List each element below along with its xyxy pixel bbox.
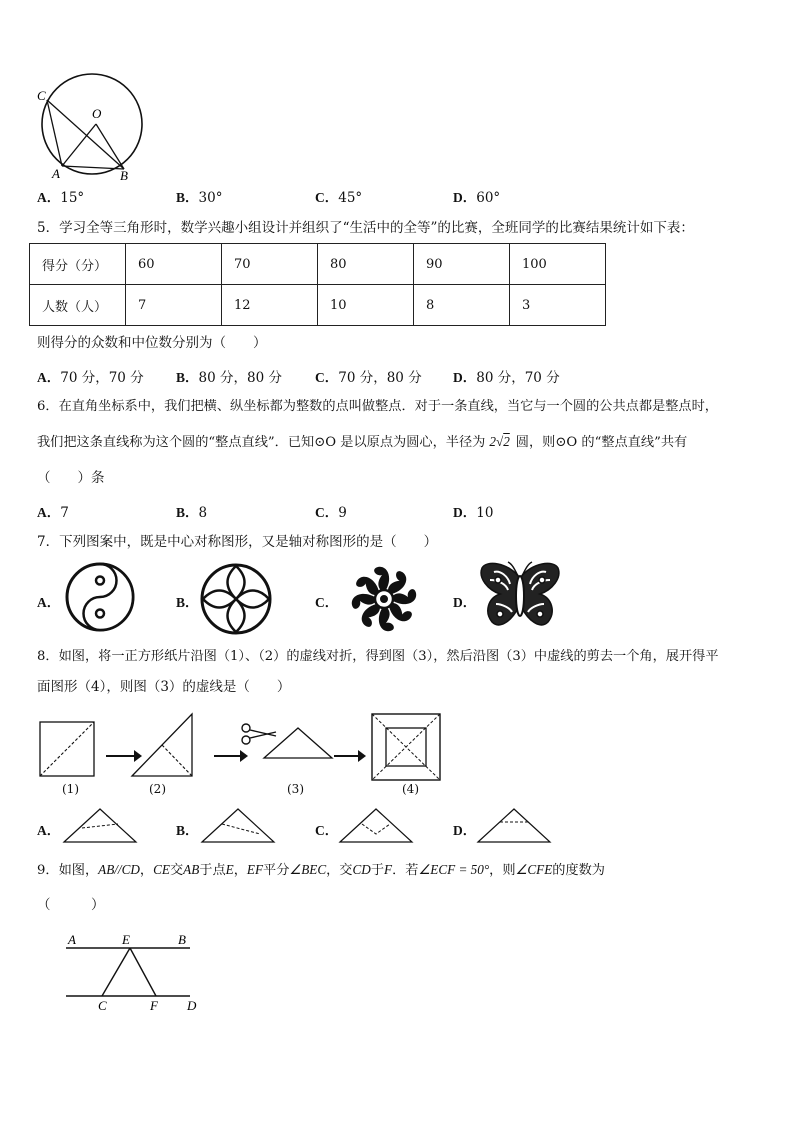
q7-option-c[interactable]: C． — [315, 595, 339, 610]
q9-line2: （ ） — [37, 897, 105, 913]
table-row — [30, 244, 606, 285]
table-cell: 70 — [222, 244, 318, 285]
q9-stem: 9．如图，AB//CD，CE交AB于点E，EF平分∠BEC，交CD于F．若∠ECF = 50°，则∠CFE的度数为 — [37, 862, 605, 878]
q8-caption-2: (2) — [149, 782, 166, 796]
table-cell: 80 — [318, 244, 414, 285]
q6-line1: 6．在直角坐标系中，我们把横、纵坐标都为整数的点叫做整点．对于一条直线，当它与一个圆的公共点都是整点时， — [37, 399, 718, 414]
q9-label-c: C — [98, 998, 107, 1013]
q8-option-d[interactable]: D． — [453, 823, 477, 838]
table-header-count: 人数（人） — [30, 285, 126, 326]
q7-option-b[interactable]: B． — [176, 595, 199, 610]
table-cell: 100 — [510, 244, 606, 285]
q5-option-c[interactable]: C．70 分，80 分 — [315, 370, 422, 386]
q9-label-f: F — [150, 998, 158, 1013]
q7-option-a[interactable]: A． — [37, 595, 61, 610]
q8-option-b-triangle — [200, 806, 276, 846]
q8-line1: 8．如图，将一正方形纸片沿图（1）、（2）的虚线对折，得到图（3），然后沿图（3）中虚线的剪去一个角，展开得平 — [37, 649, 719, 664]
q6-line3: （ ）条 — [37, 470, 105, 486]
q4-label-b: B — [120, 168, 128, 183]
q6-option-d[interactable]: D．10 — [453, 505, 494, 521]
q6-option-c[interactable]: C．9 — [315, 505, 347, 521]
q8-option-a[interactable]: A． — [37, 823, 61, 838]
pinwheel-flower-icon — [343, 560, 425, 638]
q5-stem: 5．学习全等三角形时，数学兴趣小组设计并组织了“生活中的全等”的比赛，全班同学的比赛结果统计如下表： — [37, 220, 694, 236]
q5-question: 则得分的众数和中位数分别为（ ） — [37, 335, 267, 351]
yin-yang-icon — [63, 561, 137, 633]
q8-caption-4: (4) — [402, 782, 419, 796]
table-cell: 12 — [222, 285, 318, 326]
q5-option-a[interactable]: A．70 分，70 分 — [37, 370, 144, 386]
q8-caption-3: (3) — [287, 782, 304, 796]
scissors-icon — [242, 724, 276, 744]
q8-option-c-triangle — [338, 806, 414, 846]
q5-option-d[interactable]: D．80 分，70 分 — [453, 370, 560, 386]
table-cell: 90 — [414, 244, 510, 285]
q4-label-a: A — [52, 166, 60, 181]
q8-caption-1: (1) — [62, 782, 79, 796]
q4-option-c[interactable]: C．45° — [315, 190, 363, 206]
q8-line2: 面图形（4），则图（3）的虚线是（ ） — [37, 679, 291, 695]
q4-option-b[interactable]: B．30° — [176, 190, 223, 206]
q5-score-table — [29, 243, 606, 326]
q8-option-a-triangle — [62, 806, 138, 846]
q8-folding-diagram — [34, 710, 454, 800]
table-row — [30, 285, 606, 326]
q6-option-b[interactable]: B．8 — [176, 505, 208, 521]
q4-option-a[interactable]: A．15° — [37, 190, 85, 206]
four-petal-circle-icon — [199, 562, 273, 636]
q6-radius: 2√2 — [489, 434, 510, 449]
table-cell: 60 — [126, 244, 222, 285]
q6-option-a[interactable]: A．7 — [37, 505, 69, 521]
q7-stem: 7．下列图案中，既是中心对称图形，又是轴对称图形的是（ ） — [37, 534, 438, 550]
q6-line2: 我们把这条直线称为这个圆的“整点直线”．已知⊙O 是以原点为圆心，半径为 2√2 圆，则⊙O 的“整点直线”共有 — [37, 434, 688, 450]
q9-label-a: A — [68, 932, 76, 947]
q8-option-c[interactable]: C． — [315, 823, 339, 838]
q4-label-o: O — [92, 106, 102, 121]
q9-label-e: E — [122, 932, 130, 947]
q9-label-b: B — [178, 932, 186, 947]
q7-option-d[interactable]: D． — [453, 595, 477, 610]
q9-parallel-lines-figure — [60, 928, 210, 1018]
table-cell: 8 — [414, 285, 510, 326]
table-cell: 10 — [318, 285, 414, 326]
q8-option-b[interactable]: B． — [176, 823, 199, 838]
butterfly-icon — [478, 560, 562, 634]
q8-option-d-triangle — [476, 806, 552, 846]
q4-label-c: C — [37, 88, 46, 103]
q9-label-d: D — [187, 998, 197, 1013]
q4-option-d[interactable]: D．60° — [453, 190, 501, 206]
q4-circle-figure — [34, 70, 154, 185]
table-header-score: 得分（分） — [30, 244, 126, 285]
table-cell: 7 — [126, 285, 222, 326]
q5-option-b[interactable]: B．80 分，80 分 — [176, 370, 282, 386]
table-cell: 3 — [510, 285, 606, 326]
